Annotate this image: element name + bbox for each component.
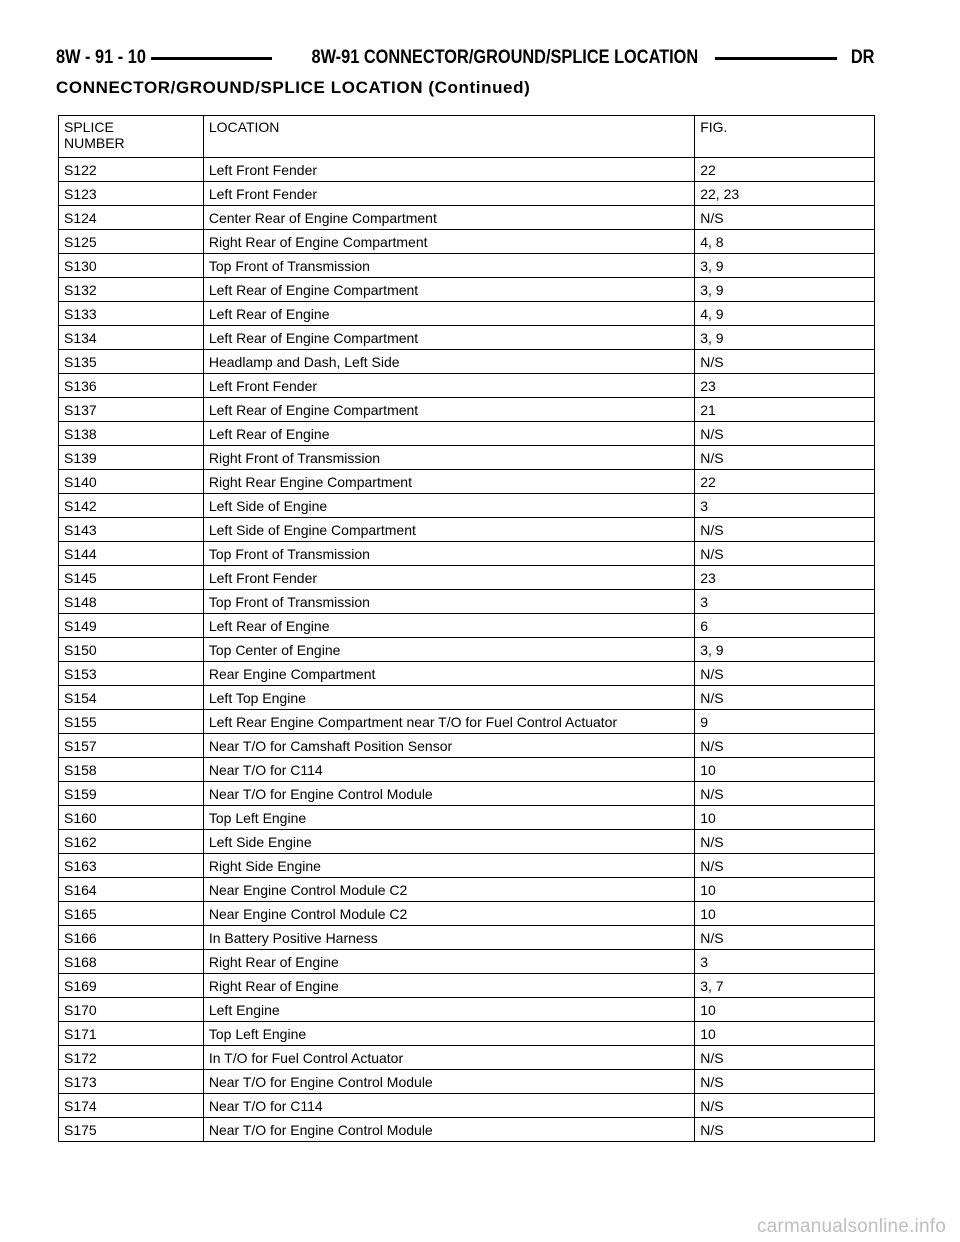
cell-splice-number: S135 bbox=[59, 350, 204, 374]
section-name: 8W-91 CONNECTOR/GROUND/SPLICE LOCATION bbox=[311, 47, 698, 68]
cell-splice-number: S124 bbox=[59, 206, 204, 230]
cell-fig: 3, 9 bbox=[695, 278, 875, 302]
table-row bbox=[59, 374, 875, 398]
table-row bbox=[59, 902, 875, 926]
cell-fig: 21 bbox=[695, 398, 875, 422]
cell-splice-number: S170 bbox=[59, 998, 204, 1022]
cell-location: Near T/O for C114 bbox=[203, 758, 694, 782]
cell-location: Near Engine Control Module C2 bbox=[203, 878, 694, 902]
cell-splice-number: S155 bbox=[59, 710, 204, 734]
table-row bbox=[59, 854, 875, 878]
table-row bbox=[59, 782, 875, 806]
cell-splice-number: S137 bbox=[59, 398, 204, 422]
table-row bbox=[59, 614, 875, 638]
cell-splice-number: S136 bbox=[59, 374, 204, 398]
splice-location-table bbox=[58, 115, 875, 1142]
cell-fig: 22 bbox=[695, 470, 875, 494]
cell-splice-number: S168 bbox=[59, 950, 204, 974]
table-row bbox=[59, 758, 875, 782]
cell-fig: 3, 9 bbox=[695, 254, 875, 278]
cell-location: Left Side of Engine Compartment bbox=[203, 518, 694, 542]
cell-location: Right Rear of Engine bbox=[203, 950, 694, 974]
cell-fig: N/S bbox=[695, 782, 875, 806]
cell-fig: N/S bbox=[695, 350, 875, 374]
model-code: DR bbox=[850, 47, 875, 68]
table-row bbox=[59, 422, 875, 446]
cell-location: Headlamp and Dash, Left Side bbox=[203, 350, 694, 374]
cell-location: Top Front of Transmission bbox=[203, 542, 694, 566]
table-row bbox=[59, 710, 875, 734]
table-row bbox=[59, 182, 875, 206]
cell-location: Right Rear of Engine Compartment bbox=[203, 230, 694, 254]
table-row bbox=[59, 206, 875, 230]
cell-location: Right Side Engine bbox=[203, 854, 694, 878]
column-header-fig: FIG. bbox=[695, 116, 875, 158]
column-header-location: LOCATION bbox=[203, 116, 694, 158]
cell-fig: N/S bbox=[695, 206, 875, 230]
cell-fig: 4, 9 bbox=[695, 302, 875, 326]
header-splice-line1: SPLICE bbox=[64, 119, 114, 135]
column-header-splice-number bbox=[59, 116, 204, 158]
cell-splice-number: S130 bbox=[59, 254, 204, 278]
cell-fig: N/S bbox=[695, 1046, 875, 1070]
cell-splice-number: S150 bbox=[59, 638, 204, 662]
cell-fig: 3 bbox=[695, 950, 875, 974]
table-row bbox=[59, 638, 875, 662]
page-header bbox=[56, 46, 874, 70]
cell-splice-number: S166 bbox=[59, 926, 204, 950]
table-row bbox=[59, 470, 875, 494]
cell-fig: 3 bbox=[695, 494, 875, 518]
cell-splice-number: S134 bbox=[59, 326, 204, 350]
cell-location: Left Engine bbox=[203, 998, 694, 1022]
cell-location: Left Rear of Engine bbox=[203, 302, 694, 326]
table-row bbox=[59, 326, 875, 350]
table-row bbox=[59, 494, 875, 518]
cell-location: Left Front Fender bbox=[203, 182, 694, 206]
cell-fig: 22 bbox=[695, 158, 875, 182]
table-row bbox=[59, 878, 875, 902]
cell-splice-number: S149 bbox=[59, 614, 204, 638]
section-title: CONNECTOR/GROUND/SPLICE LOCATION (Continued) bbox=[56, 78, 531, 97]
cell-fig: 3, 9 bbox=[695, 326, 875, 350]
cell-splice-number: S148 bbox=[59, 590, 204, 614]
table-row bbox=[59, 278, 875, 302]
cell-splice-number: S140 bbox=[59, 470, 204, 494]
table-row bbox=[59, 230, 875, 254]
cell-location: Top Front of Transmission bbox=[203, 254, 694, 278]
cell-fig: 6 bbox=[695, 614, 875, 638]
table-row bbox=[59, 662, 875, 686]
cell-splice-number: S122 bbox=[59, 158, 204, 182]
cell-fig: N/S bbox=[695, 422, 875, 446]
cell-splice-number: S142 bbox=[59, 494, 204, 518]
cell-fig: 3 bbox=[695, 590, 875, 614]
cell-fig: 10 bbox=[695, 878, 875, 902]
cell-splice-number: S153 bbox=[59, 662, 204, 686]
cell-fig: 23 bbox=[695, 566, 875, 590]
cell-splice-number: S139 bbox=[59, 446, 204, 470]
table-row bbox=[59, 350, 875, 374]
cell-location: Right Front of Transmission bbox=[203, 446, 694, 470]
cell-location: Near T/O for Engine Control Module bbox=[203, 1118, 694, 1142]
cell-location: Left Side of Engine bbox=[203, 494, 694, 518]
cell-fig: N/S bbox=[695, 854, 875, 878]
cell-splice-number: S162 bbox=[59, 830, 204, 854]
header-rule-left bbox=[151, 57, 272, 60]
cell-splice-number: S125 bbox=[59, 230, 204, 254]
cell-fig: N/S bbox=[695, 542, 875, 566]
cell-location: Left Rear of Engine bbox=[203, 614, 694, 638]
table-row bbox=[59, 542, 875, 566]
cell-fig: 10 bbox=[695, 1022, 875, 1046]
cell-location: Right Rear Engine Compartment bbox=[203, 470, 694, 494]
header-rule-right bbox=[715, 57, 836, 60]
table-body bbox=[59, 158, 875, 1142]
cell-location: In T/O for Fuel Control Actuator bbox=[203, 1046, 694, 1070]
cell-splice-number: S157 bbox=[59, 734, 204, 758]
cell-fig: N/S bbox=[695, 1118, 875, 1142]
table-row bbox=[59, 998, 875, 1022]
cell-fig: N/S bbox=[695, 662, 875, 686]
cell-location: Left Top Engine bbox=[203, 686, 694, 710]
cell-fig: 3, 9 bbox=[695, 638, 875, 662]
cell-splice-number: S145 bbox=[59, 566, 204, 590]
cell-splice-number: S159 bbox=[59, 782, 204, 806]
cell-fig: 22, 23 bbox=[695, 182, 875, 206]
cell-fig: 23 bbox=[695, 374, 875, 398]
page-number: 8W - 91 - 10 bbox=[56, 47, 146, 68]
cell-location: Rear Engine Compartment bbox=[203, 662, 694, 686]
cell-fig: 10 bbox=[695, 998, 875, 1022]
cell-location: Top Left Engine bbox=[203, 806, 694, 830]
cell-location: Right Rear of Engine bbox=[203, 974, 694, 998]
watermark: carmanualsonline.info bbox=[756, 1216, 946, 1237]
table-row bbox=[59, 1118, 875, 1142]
table-row bbox=[59, 1070, 875, 1094]
table-row bbox=[59, 302, 875, 326]
table-row bbox=[59, 974, 875, 998]
cell-location: Left Front Fender bbox=[203, 374, 694, 398]
cell-location: Center Rear of Engine Compartment bbox=[203, 206, 694, 230]
cell-splice-number: S158 bbox=[59, 758, 204, 782]
header-splice-line2: NUMBER bbox=[64, 135, 125, 151]
cell-splice-number: S143 bbox=[59, 518, 204, 542]
table-row bbox=[59, 158, 875, 182]
table-row bbox=[59, 830, 875, 854]
cell-fig: 3, 7 bbox=[695, 974, 875, 998]
cell-splice-number: S175 bbox=[59, 1118, 204, 1142]
cell-fig: 10 bbox=[695, 902, 875, 926]
cell-location: Near T/O for C114 bbox=[203, 1094, 694, 1118]
cell-splice-number: S133 bbox=[59, 302, 204, 326]
cell-splice-number: S174 bbox=[59, 1094, 204, 1118]
cell-fig: N/S bbox=[695, 446, 875, 470]
cell-splice-number: S172 bbox=[59, 1046, 204, 1070]
table-row bbox=[59, 518, 875, 542]
cell-fig: N/S bbox=[695, 1070, 875, 1094]
cell-location: Left Side Engine bbox=[203, 830, 694, 854]
table-row bbox=[59, 566, 875, 590]
cell-fig: 10 bbox=[695, 758, 875, 782]
cell-splice-number: S165 bbox=[59, 902, 204, 926]
table-row bbox=[59, 590, 875, 614]
cell-fig: 10 bbox=[695, 806, 875, 830]
cell-location: Near T/O for Engine Control Module bbox=[203, 1070, 694, 1094]
cell-location: Left Rear of Engine Compartment bbox=[203, 326, 694, 350]
table-row bbox=[59, 446, 875, 470]
cell-location: Left Rear of Engine bbox=[203, 422, 694, 446]
table-row bbox=[59, 686, 875, 710]
cell-fig: N/S bbox=[695, 830, 875, 854]
cell-splice-number: S144 bbox=[59, 542, 204, 566]
table-row bbox=[59, 254, 875, 278]
cell-location: Top Left Engine bbox=[203, 1022, 694, 1046]
cell-fig: N/S bbox=[695, 926, 875, 950]
table-row bbox=[59, 806, 875, 830]
cell-splice-number: S154 bbox=[59, 686, 204, 710]
cell-fig: 4, 8 bbox=[695, 230, 875, 254]
table-row bbox=[59, 926, 875, 950]
cell-location: Left Front Fender bbox=[203, 566, 694, 590]
cell-location: In Battery Positive Harness bbox=[203, 926, 694, 950]
cell-splice-number: S164 bbox=[59, 878, 204, 902]
table-row bbox=[59, 1022, 875, 1046]
cell-location: Near T/O for Engine Control Module bbox=[203, 782, 694, 806]
cell-location: Left Rear of Engine Compartment bbox=[203, 278, 694, 302]
cell-fig: N/S bbox=[695, 1094, 875, 1118]
cell-splice-number: S138 bbox=[59, 422, 204, 446]
cell-fig: 9 bbox=[695, 710, 875, 734]
cell-splice-number: S169 bbox=[59, 974, 204, 998]
cell-splice-number: S173 bbox=[59, 1070, 204, 1094]
cell-location: Left Rear Engine Compartment near T/O for Fuel Control Actuator bbox=[203, 710, 694, 734]
table-row bbox=[59, 734, 875, 758]
cell-splice-number: S163 bbox=[59, 854, 204, 878]
table-row bbox=[59, 950, 875, 974]
cell-splice-number: S132 bbox=[59, 278, 204, 302]
cell-location: Left Front Fender bbox=[203, 158, 694, 182]
cell-location: Near Engine Control Module C2 bbox=[203, 902, 694, 926]
cell-splice-number: S123 bbox=[59, 182, 204, 206]
cell-fig: N/S bbox=[695, 686, 875, 710]
cell-fig: N/S bbox=[695, 734, 875, 758]
cell-splice-number: S160 bbox=[59, 806, 204, 830]
table-row bbox=[59, 1046, 875, 1070]
cell-splice-number: S171 bbox=[59, 1022, 204, 1046]
cell-location: Left Rear of Engine Compartment bbox=[203, 398, 694, 422]
cell-fig: N/S bbox=[695, 518, 875, 542]
table-header-row bbox=[59, 116, 875, 158]
cell-location: Near T/O for Camshaft Position Sensor bbox=[203, 734, 694, 758]
cell-location: Top Center of Engine bbox=[203, 638, 694, 662]
table-row bbox=[59, 1094, 875, 1118]
cell-location: Top Front of Transmission bbox=[203, 590, 694, 614]
table-row bbox=[59, 398, 875, 422]
